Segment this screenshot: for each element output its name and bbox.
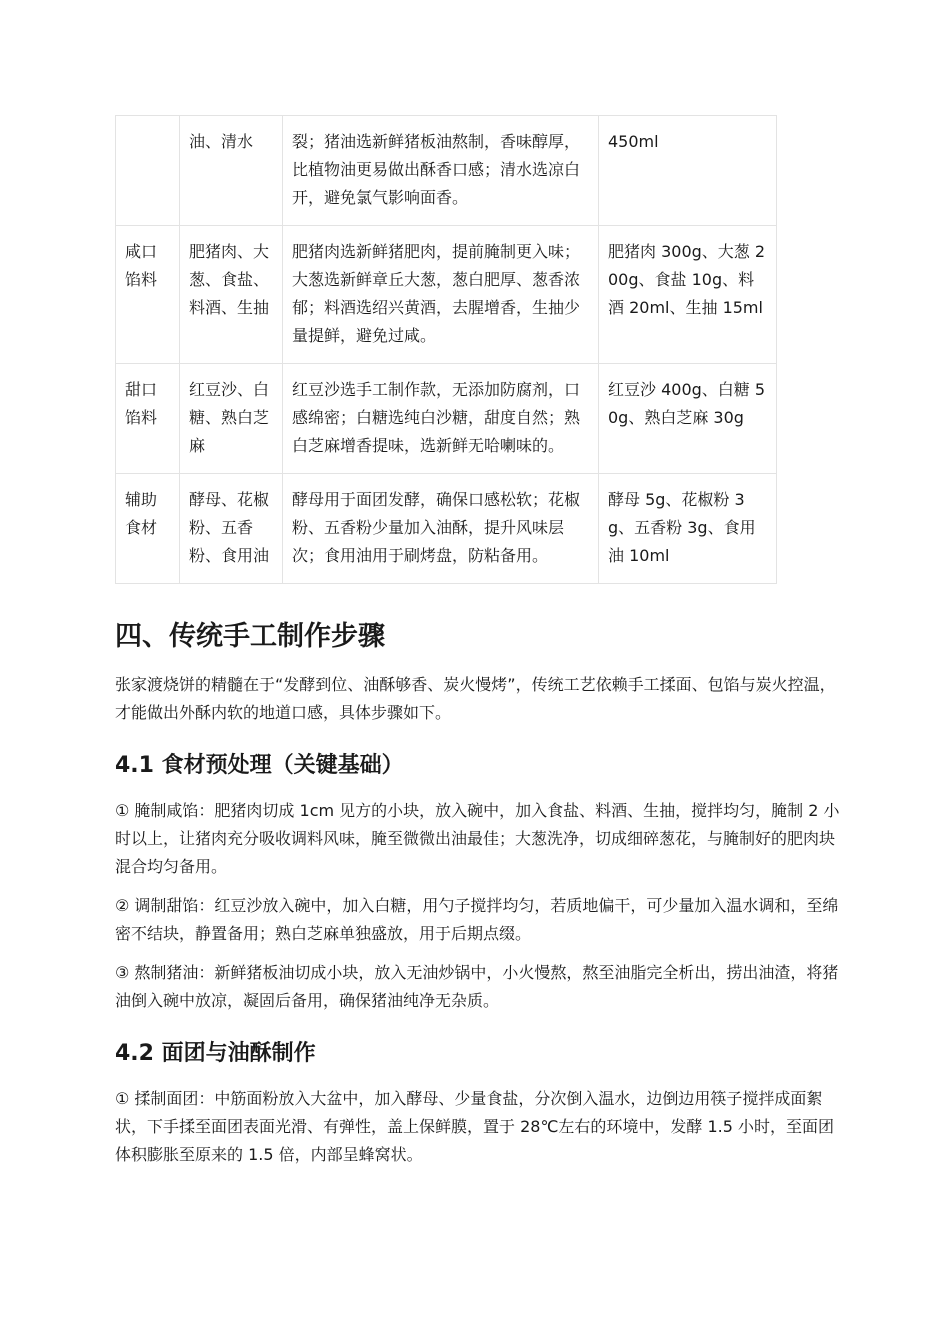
table-cell-notes: 裂；猪油选新鲜猪板油熬制，香味醇厚，比植物油更易做出酥香口感；清水选凉白开，避免氯气影响面香。 <box>283 116 599 226</box>
table-row <box>116 116 777 226</box>
table-cell-category <box>116 116 180 226</box>
step-paragraph: ① 揉制面团：中筋面粉放入大盆中，加入酵母、少量食盐，分次倒入温水，边倒边用筷子搅拌成面絮状，下手揉至面团表面光滑、有弹性，盖上保鲜膜，置于 28℃左右的环境中，发酵 1.5 小时，至面团体积膨胀至原来的 1.5 倍，内部呈蜂窝状。 <box>115 1089 835 1164</box>
table-row <box>116 474 777 584</box>
table-cell-category: 咸口馅料 <box>116 226 180 364</box>
section-heading: 四、传统手工制作步骤 <box>115 621 385 652</box>
step-paragraph: ③ 熬制猪油：新鲜猪板油切成小块，放入无油炒锅中，小火慢熬，熬至油脂完全析出，捞出油渣，将猪油倒入碗中放凉，凝固后备用，确保猪油纯净无杂质。 <box>115 963 839 1010</box>
table-cell-notes: 红豆沙选手工制作款，无添加防腐剂，口感绵密；白糖选纯白沙糖，甜度自然；熟白芝麻增香提味，选新鲜无哈喇味的。 <box>283 364 599 474</box>
table-cell-notes: 酵母用于面团发酵，确保口感松软；花椒粉、五香粉少量加入油酥，提升风味层次；食用油用于刷烤盘，防粘备用。 <box>283 474 599 584</box>
table-cell-amount: 红豆沙 400g、白糖 50g、熟白芝麻 30g <box>599 364 777 474</box>
section-intro: 张家渡烧饼的精髓在于“发酵到位、油酥够香、炭火慢烤”，传统工艺依赖手工揉面、包馅与炭火控温，才能做出外酥内软的地道口感，具体步骤如下。 <box>115 675 836 722</box>
table-cell-ingredients: 酵母、花椒粉、五香粉、食用油 <box>180 474 283 584</box>
table-cell-notes: 肥猪肉选新鲜猪肥肉，提前腌制更入味；大葱选新鲜章丘大葱，葱白肥厚、葱香浓郁；料酒选绍兴黄酒，去腥增香，生抽少量提鲜，避免过咸。 <box>283 226 599 364</box>
step-paragraph: ① 腌制咸馅：肥猪肉切成 1cm 见方的小块，放入碗中，加入食盐、料酒、生抽，搅拌均匀，腌制 2 小时以上，让猪肉充分吸收调料风味，腌至微微出油最佳；大葱洗净，切成细碎葱花，与腌制好的肥肉块混合均匀备用。 <box>115 801 840 876</box>
ingredients-table <box>115 115 777 584</box>
subsection-heading: 4.2 面团与油酥制作 <box>115 1041 316 1066</box>
table-cell-category: 辅助食材 <box>116 474 180 584</box>
document-page <box>115 115 840 1169</box>
table-cell-ingredients: 肥猪肉、大葱、食盐、料酒、生抽 <box>180 226 283 364</box>
subsection-heading: 4.1 食材预处理（关键基础） <box>115 753 404 778</box>
table-row <box>116 364 777 474</box>
table-cell-amount: 酵母 5g、花椒粉 3g、五香粉 3g、食用油 10ml <box>599 474 777 584</box>
table-cell-amount: 肥猪肉 300g、大葱 200g、食盐 10g、料酒 20ml、生抽 15ml <box>599 226 777 364</box>
table-cell-category: 甜口馅料 <box>116 364 180 474</box>
table-cell-amount: 450ml <box>599 116 777 226</box>
table-cell-ingredients: 油、清水 <box>180 116 283 226</box>
table-cell-ingredients: 红豆沙、白糖、熟白芝麻 <box>180 364 283 474</box>
step-paragraph: ② 调制甜馅：红豆沙放入碗中，加入白糖，用勺子搅拌均匀，若质地偏干，可少量加入温水调和，至绵密不结块，静置备用；熟白芝麻单独盛放，用于后期点缀。 <box>115 896 839 943</box>
table-row <box>116 226 777 364</box>
